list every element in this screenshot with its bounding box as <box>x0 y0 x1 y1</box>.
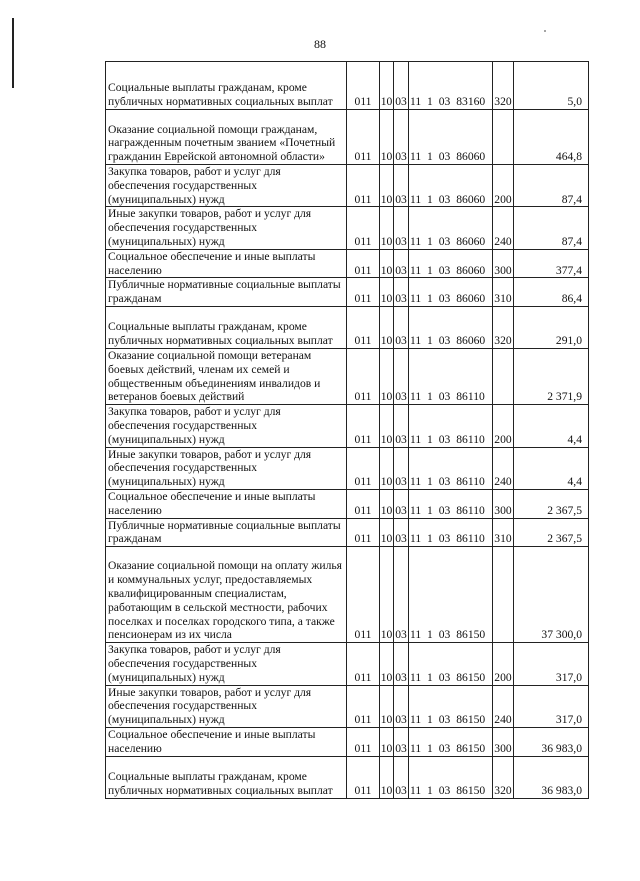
row-name: Публичные нормативные социальные выплаты гражданам <box>106 518 347 547</box>
row-subsection-code: 03 <box>394 643 409 685</box>
row-subsection-code: 03 <box>394 447 409 489</box>
row-admin-code: 011 <box>347 348 380 404</box>
row-section-code: 10 <box>380 405 394 447</box>
row-name: Оказание социальной помощи гражданам, награжденным почетным званием «Почетный гражданин Еврейской автономной области» <box>106 110 347 165</box>
row-target-article: 11 1 03 86150 <box>409 643 493 685</box>
row-amount: 464,8 <box>514 110 589 165</box>
table-row <box>106 489 589 518</box>
row-name: Иные закупки товаров, работ и услуг для обеспечения государственных (муниципальных) нужд <box>106 685 347 727</box>
row-subsection-code: 03 <box>394 756 409 798</box>
table-row <box>106 518 589 547</box>
row-subsection-code: 03 <box>394 62 409 110</box>
row-expense-type <box>493 547 514 643</box>
row-name: Социальные выплаты гражданам, кроме публичных нормативных социальных выплат <box>106 756 347 798</box>
row-subsection-code: 03 <box>394 207 409 249</box>
row-amount: 87,4 <box>514 207 589 249</box>
scan-margin-line <box>12 18 14 88</box>
row-target-article: 11 1 03 86150 <box>409 756 493 798</box>
row-target-article: 11 1 03 86150 <box>409 727 493 756</box>
row-section-code: 10 <box>380 110 394 165</box>
table-row <box>106 62 589 110</box>
row-expense-type: 320 <box>493 62 514 110</box>
table-row <box>106 207 589 249</box>
row-amount: 317,0 <box>514 685 589 727</box>
row-section-code: 10 <box>380 306 394 348</box>
row-subsection-code: 03 <box>394 685 409 727</box>
row-name: Социальное обеспечение и иные выплаты населению <box>106 727 347 756</box>
row-subsection-code: 03 <box>394 547 409 643</box>
row-expense-type: 240 <box>493 447 514 489</box>
row-admin-code: 011 <box>347 685 380 727</box>
row-section-code: 10 <box>380 249 394 278</box>
row-expense-type: 240 <box>493 685 514 727</box>
row-target-article: 11 1 03 86150 <box>409 685 493 727</box>
row-amount: 291,0 <box>514 306 589 348</box>
row-admin-code: 011 <box>347 518 380 547</box>
row-admin-code: 011 <box>347 727 380 756</box>
row-admin-code: 011 <box>347 165 380 207</box>
row-subsection-code: 03 <box>394 348 409 404</box>
row-amount: 86,4 <box>514 278 589 307</box>
row-section-code: 10 <box>380 685 394 727</box>
row-name: Закупка товаров, работ и услуг для обеспечения государственных (муниципальных) нужд <box>106 165 347 207</box>
table-row <box>106 165 589 207</box>
row-target-article: 11 1 03 86060 <box>409 249 493 278</box>
row-section-code: 10 <box>380 727 394 756</box>
row-admin-code: 011 <box>347 447 380 489</box>
table-row <box>106 756 589 798</box>
row-section-code: 10 <box>380 643 394 685</box>
row-subsection-code: 03 <box>394 306 409 348</box>
row-section-code: 10 <box>380 547 394 643</box>
row-name: Социальные выплаты гражданам, кроме публичных нормативных социальных выплат <box>106 306 347 348</box>
row-target-article: 11 1 03 86110 <box>409 348 493 404</box>
row-subsection-code: 03 <box>394 518 409 547</box>
row-target-article: 11 1 03 86060 <box>409 110 493 165</box>
row-section-code: 10 <box>380 165 394 207</box>
row-amount: 2 367,5 <box>514 518 589 547</box>
row-amount: 317,0 <box>514 643 589 685</box>
table-row <box>106 348 589 404</box>
budget-table <box>105 61 589 799</box>
row-amount: 377,4 <box>514 249 589 278</box>
row-expense-type: 300 <box>493 249 514 278</box>
row-amount: 2 367,5 <box>514 489 589 518</box>
row-amount: 2 371,9 <box>514 348 589 404</box>
row-target-article: 11 1 03 86060 <box>409 207 493 249</box>
row-admin-code: 011 <box>347 207 380 249</box>
row-admin-code: 011 <box>347 405 380 447</box>
row-admin-code: 011 <box>347 306 380 348</box>
row-target-article: 11 1 03 86060 <box>409 306 493 348</box>
table-row <box>106 727 589 756</box>
row-target-article: 11 1 03 86110 <box>409 518 493 547</box>
row-admin-code: 011 <box>347 249 380 278</box>
row-amount: 5,0 <box>514 62 589 110</box>
row-subsection-code: 03 <box>394 165 409 207</box>
row-section-code: 10 <box>380 447 394 489</box>
row-admin-code: 011 <box>347 547 380 643</box>
row-name: Социальное обеспечение и иные выплаты населению <box>106 489 347 518</box>
row-target-article: 11 1 03 86060 <box>409 278 493 307</box>
row-section-code: 10 <box>380 518 394 547</box>
row-expense-type: 240 <box>493 207 514 249</box>
table-row <box>106 547 589 643</box>
row-name: Оказание социальной помощи ветеранам боевых действий, членам их семей и общественным объединениям инвалидов и ветеранов боевых действий <box>106 348 347 404</box>
row-name: Закупка товаров, работ и услуг для обеспечения государственных (муниципальных) нужд <box>106 643 347 685</box>
row-section-code: 10 <box>380 756 394 798</box>
row-admin-code: 011 <box>347 489 380 518</box>
row-expense-type: 310 <box>493 518 514 547</box>
row-amount: 36 983,0 <box>514 727 589 756</box>
table-row <box>106 278 589 307</box>
row-section-code: 10 <box>380 278 394 307</box>
row-expense-type: 200 <box>493 643 514 685</box>
row-name: Иные закупки товаров, работ и услуг для обеспечения государственных (муниципальных) нужд <box>106 207 347 249</box>
page-number: 88 <box>314 37 326 51</box>
row-name: Оказание социальной помощи на оплату жилья и коммунальных услуг, предоставляемых квалифицированным специалистам, работающим в сельской местности, рабочих поселках и поселках городского типа, а также пенсионерам из их числа <box>106 547 347 643</box>
scan-speck <box>544 30 546 32</box>
row-target-article: 11 1 03 86110 <box>409 405 493 447</box>
row-subsection-code: 03 <box>394 489 409 518</box>
row-target-article: 11 1 03 86110 <box>409 489 493 518</box>
row-amount: 4,4 <box>514 447 589 489</box>
row-subsection-code: 03 <box>394 110 409 165</box>
row-section-code: 10 <box>380 348 394 404</box>
row-expense-type: 200 <box>493 165 514 207</box>
row-amount: 4,4 <box>514 405 589 447</box>
table-row <box>106 110 589 165</box>
row-expense-type <box>493 348 514 404</box>
row-target-article: 11 1 03 86150 <box>409 547 493 643</box>
row-expense-type: 300 <box>493 727 514 756</box>
table-row <box>106 685 589 727</box>
row-section-code: 10 <box>380 62 394 110</box>
row-target-article: 11 1 03 86110 <box>409 447 493 489</box>
row-expense-type: 320 <box>493 756 514 798</box>
row-expense-type: 310 <box>493 278 514 307</box>
row-name: Закупка товаров, работ и услуг для обеспечения государственных (муниципальных) нужд <box>106 405 347 447</box>
row-expense-type <box>493 110 514 165</box>
row-amount: 87,4 <box>514 165 589 207</box>
row-target-article: 11 1 03 83160 <box>409 62 493 110</box>
table-row <box>106 643 589 685</box>
row-expense-type: 320 <box>493 306 514 348</box>
table-row <box>106 405 589 447</box>
row-subsection-code: 03 <box>394 278 409 307</box>
row-amount: 37 300,0 <box>514 547 589 643</box>
row-name: Социальные выплаты гражданам, кроме публичных нормативных социальных выплат <box>106 62 347 110</box>
row-admin-code: 011 <box>347 756 380 798</box>
row-expense-type: 200 <box>493 405 514 447</box>
row-name: Публичные нормативные социальные выплаты гражданам <box>106 278 347 307</box>
row-target-article: 11 1 03 86060 <box>409 165 493 207</box>
row-admin-code: 011 <box>347 278 380 307</box>
row-admin-code: 011 <box>347 643 380 685</box>
row-amount: 36 983,0 <box>514 756 589 798</box>
table-row <box>106 306 589 348</box>
budget-table-body <box>106 62 589 799</box>
row-expense-type: 300 <box>493 489 514 518</box>
row-subsection-code: 03 <box>394 727 409 756</box>
row-admin-code: 011 <box>347 62 380 110</box>
table-row <box>106 249 589 278</box>
row-section-code: 10 <box>380 489 394 518</box>
row-admin-code: 011 <box>347 110 380 165</box>
row-name: Иные закупки товаров, работ и услуг для обеспечения государственных (муниципальных) нужд <box>106 447 347 489</box>
row-subsection-code: 03 <box>394 249 409 278</box>
row-subsection-code: 03 <box>394 405 409 447</box>
table-row <box>106 447 589 489</box>
row-section-code: 10 <box>380 207 394 249</box>
row-name: Социальное обеспечение и иные выплаты населению <box>106 249 347 278</box>
